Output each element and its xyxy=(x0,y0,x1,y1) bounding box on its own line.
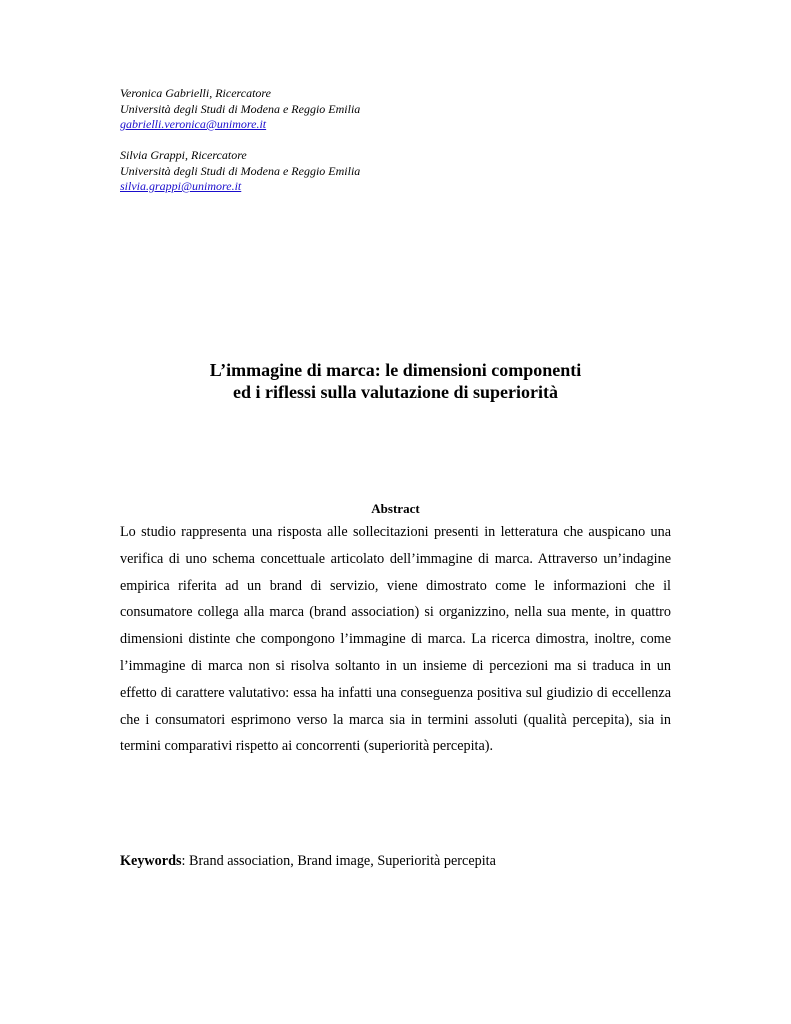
author-block-2 xyxy=(120,148,360,195)
author-affiliation: Università degli Studi di Modena e Reggio Emilia xyxy=(120,101,361,116)
author-email-link[interactable]: gabrielli.veronica@unimore.it xyxy=(120,117,267,131)
author-name: Veronica Gabrielli, Ricercatore xyxy=(120,86,271,100)
keywords-values: Brand association, Brand image, Superiorità percepita xyxy=(188,853,496,869)
paper-title xyxy=(0,359,791,403)
author-email-link[interactable]: silvia.grappi@unimore.it xyxy=(120,179,242,193)
keywords-label: Keywords xyxy=(120,853,182,869)
author-block-1 xyxy=(120,86,360,133)
paper-title-line-1: L’immagine di marca: le dimensioni componenti xyxy=(209,360,582,380)
author-affiliation: Università degli Studi di Modena e Reggio Emilia xyxy=(120,163,361,178)
paper-title-line-2: ed i riflessi sulla valutazione di superiorità xyxy=(232,382,558,402)
abstract-body: Lo studio rappresenta una risposta alle sollecitazioni presenti in letteratura che auspicano una verifica di uno schema concettuale articolato dell’immagine di marca. Attraverso un’indagine empirica riferita ad un brand di servizio, viene dimostrato come le informazioni che il consumatore collega alla marca (brand association) si organizzino, nella sua mente, in quattro dimensioni distinte che compongono l’immagine di marca. La ricerca dimostra, inoltre, come l’immagine di marca non si risolva soltanto in un insieme di percezioni ma si traduca in un effetto di carattere valutativo: essa ha infatti una conseguenza positiva sul giudizio di eccellenza che i consumatori esprimono verso la marca sia in termini assoluti (qualità percepita), sia in termini comparativi rispetto ai concorrenti (superiorità percepita). xyxy=(120,524,671,755)
keywords-line xyxy=(120,852,496,870)
author-name: Silvia Grappi, Ricercatore xyxy=(120,148,247,162)
keywords-separator: : xyxy=(181,853,189,869)
abstract-heading: Abstract xyxy=(371,501,420,516)
